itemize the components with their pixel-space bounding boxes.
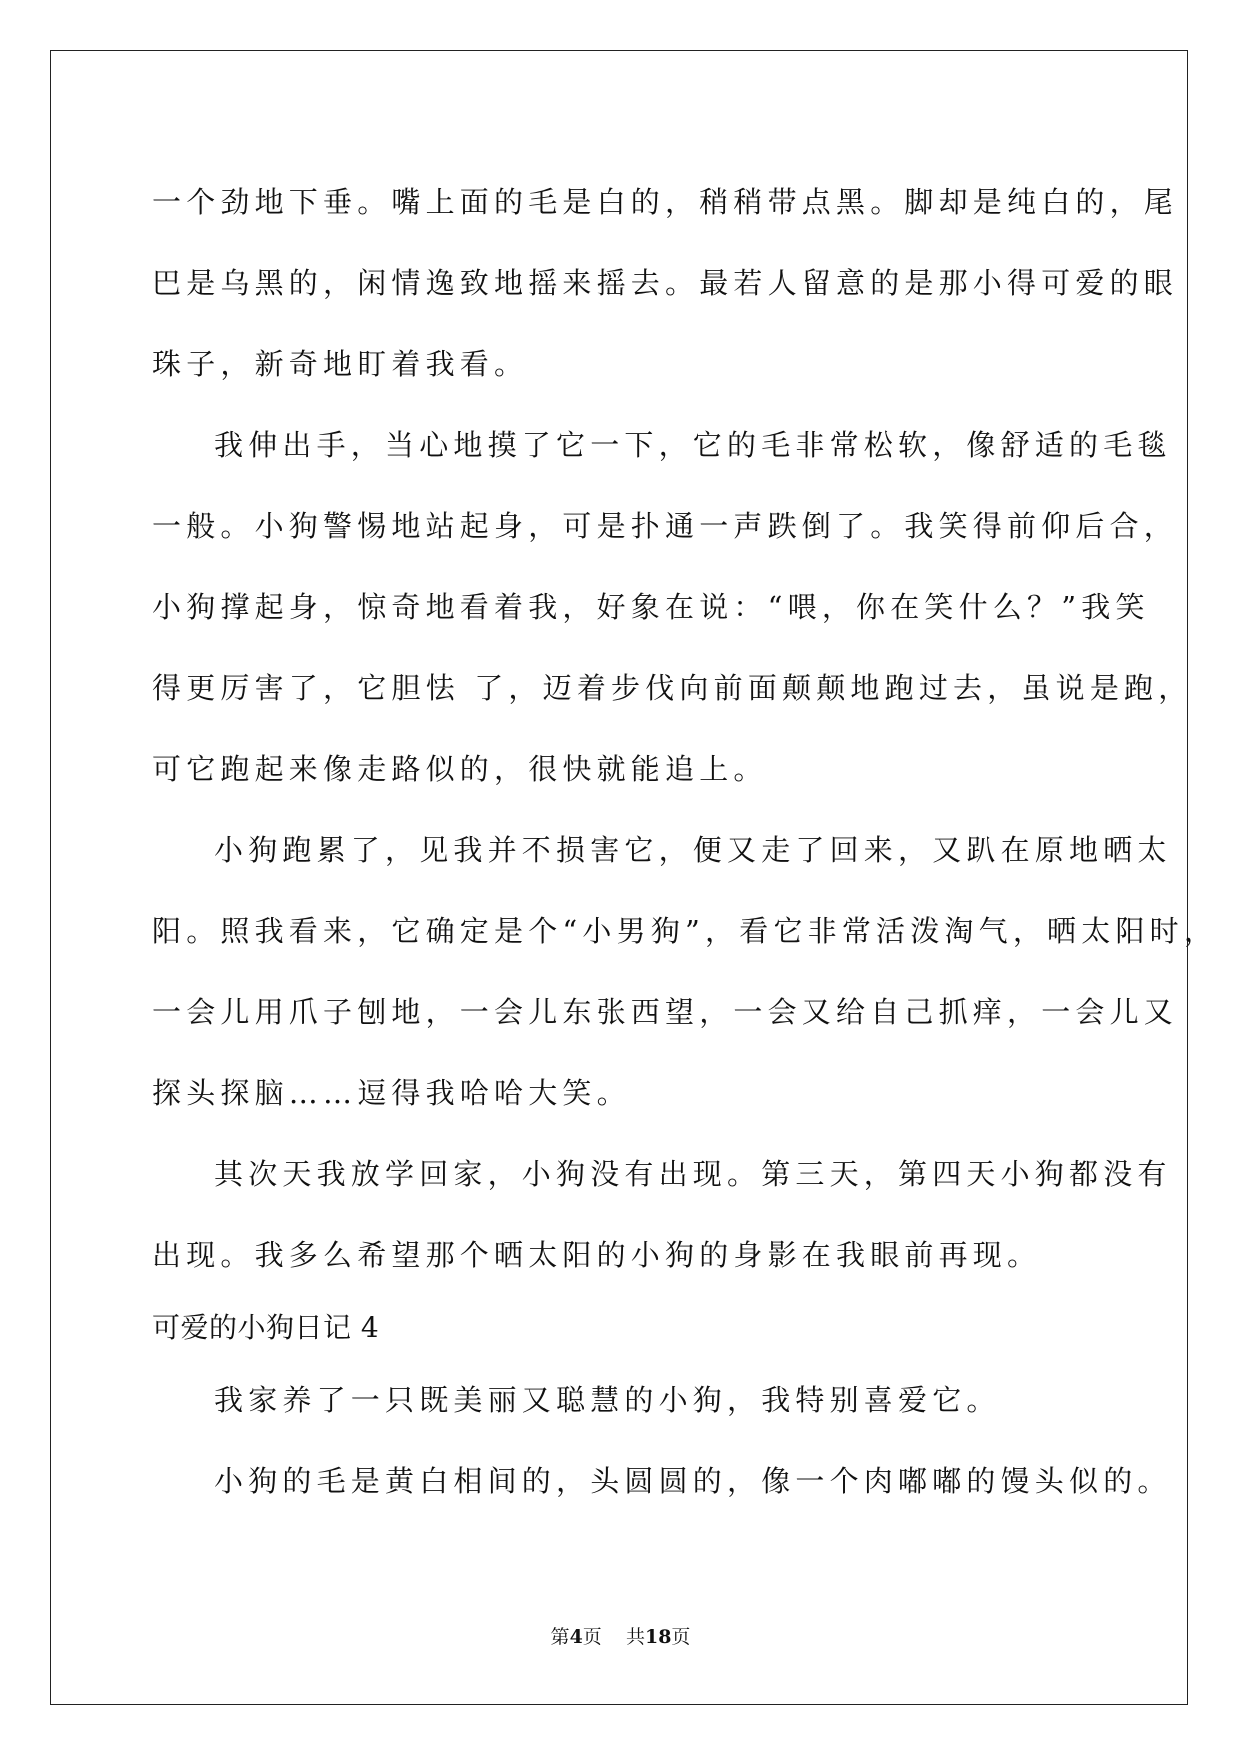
paragraph-line: 可它跑起来像走路似的，很快就能追上。 bbox=[152, 752, 768, 786]
paragraph-line: 小狗撑起身，惊奇地看着我，好象在说：“喂，你在笑什么？”我笑 bbox=[152, 590, 1150, 624]
paragraph-line: 探头探脑……逗得我哈哈大笑。 bbox=[152, 1076, 631, 1110]
paragraph-3 bbox=[152, 810, 1219, 1134]
section-heading: 可爱的小狗日记 4 bbox=[152, 1311, 380, 1344]
paragraph-5 bbox=[152, 1360, 1112, 1441]
page-number-current: 4 bbox=[569, 1626, 583, 1648]
footer-prefix: 第 bbox=[550, 1626, 570, 1648]
page-number-total: 18 bbox=[644, 1626, 672, 1648]
footer-middle: 页 共 bbox=[582, 1626, 645, 1648]
paragraph-2 bbox=[152, 405, 1193, 810]
paragraph-4 bbox=[152, 1134, 1172, 1296]
page-footer bbox=[0, 1622, 1241, 1649]
paragraph-line: 得更厉害了，它胆怯 了，迈着步伐向前面颠颠地跑过去，虽说是跑， bbox=[152, 671, 1193, 705]
paragraph-line: 出现。我多么希望那个晒太阳的小狗的身影在我眼前再现。 bbox=[152, 1238, 1042, 1272]
paragraph-line: 巴是乌黑的，闲情逸致地摇来摇去。最若人留意的是那小得可爱的眼 bbox=[152, 266, 1179, 300]
paragraph-line: 小狗跑累了，见我并不损害它，便又走了回来，又趴在原地晒太 bbox=[214, 833, 1172, 867]
paragraph-line: 珠子，新奇地盯着我看。 bbox=[152, 347, 529, 381]
paragraph-line: 阳。照我看来，它确定是个“小男狗”，看它非常活泼淘气，晒太阳时， bbox=[152, 914, 1219, 948]
document-body bbox=[152, 162, 1219, 1522]
paragraph-line: 我伸出手，当心地摸了它一下，它的毛非常松软，像舒适的毛毯 bbox=[214, 428, 1172, 462]
footer-suffix: 页 bbox=[671, 1626, 691, 1648]
paragraph-line: 我家养了一只既美丽又聪慧的小狗，我特别喜爱它。 bbox=[214, 1383, 1001, 1417]
paragraph-6 bbox=[152, 1441, 1172, 1522]
paragraph-line: 一般。小狗警惕地站起身，可是扑通一声跌倒了。我笑得前仰后合， bbox=[152, 509, 1179, 543]
paragraph-1 bbox=[152, 162, 1179, 405]
paragraph-line: 小狗的毛是黄白相间的，头圆圆的，像一个肉嘟嘟的馒头似的。 bbox=[214, 1464, 1172, 1498]
paragraph-line: 一个劲地下垂。嘴上面的毛是白的，稍稍带点黑。脚却是纯白的，尾 bbox=[152, 185, 1179, 219]
paragraph-line: 一会儿用爪子刨地，一会儿东张西望，一会又给自己抓痒，一会儿又 bbox=[152, 995, 1179, 1029]
paragraph-line: 其次天我放学回家，小狗没有出现。第三天，第四天小狗都没有 bbox=[214, 1157, 1172, 1191]
